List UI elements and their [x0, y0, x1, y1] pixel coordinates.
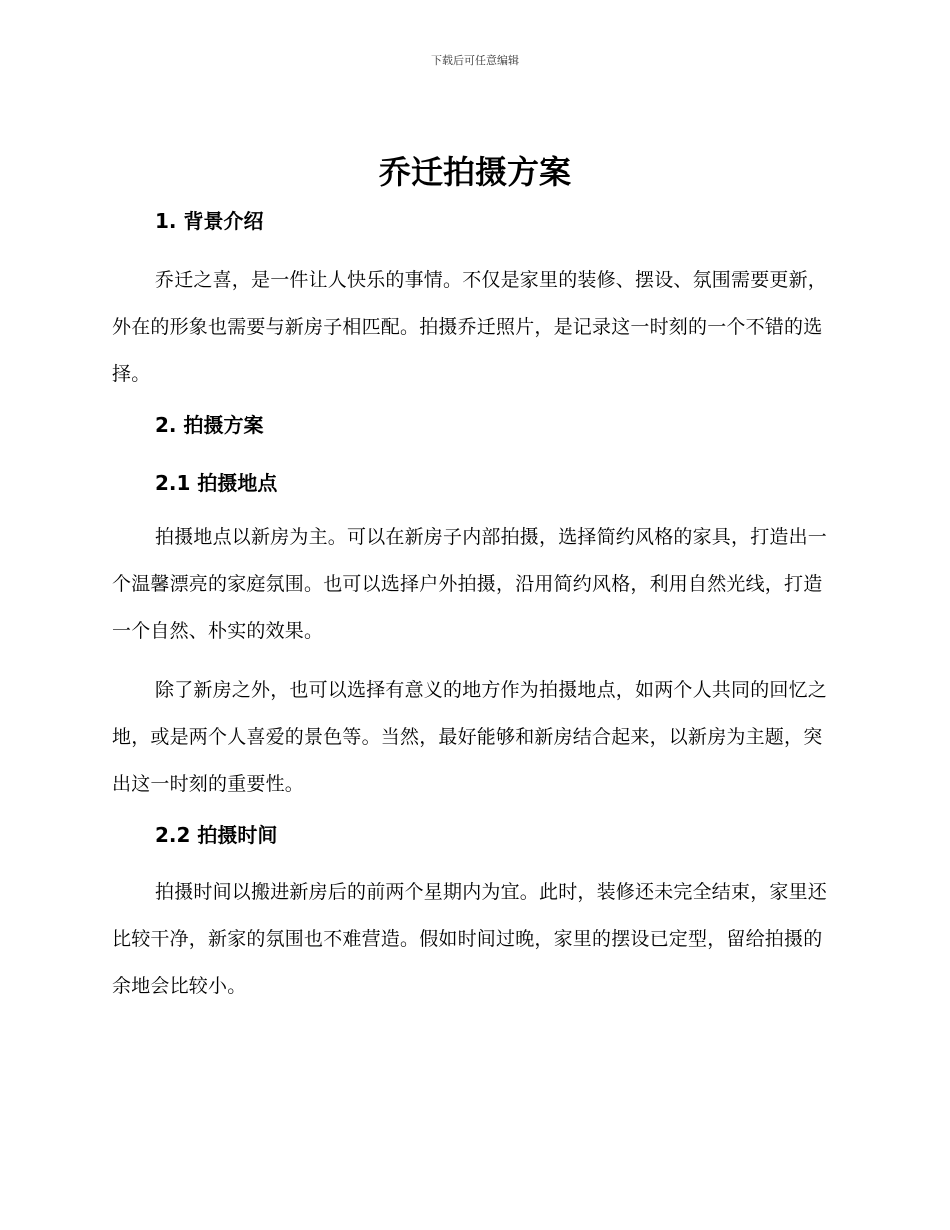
paragraph-location-1: 拍摄地点以新房为主。可以在新房子内部拍摄，选择简约风格的家具，打造出一个温馨漂亮的家庭氛围。也可以选择户外拍摄，沿用简约风格，利用自然光线，打造一个自然、朴实的效果。 — [112, 526, 828, 642]
subsection-heading-time: 2.2 拍摄时间 — [155, 823, 278, 847]
paragraph-background: 乔迁之喜，是一件让人快乐的事情。不仅是家里的装修、摆设、氛围需要更新，外在的形象也需要与新房子相匹配。拍摄乔迁照片，是记录这一时刻的一个不错的选择。 — [112, 269, 828, 385]
document-title: 乔迁拍摄方案 — [378, 153, 571, 191]
section-heading-plan: 2. 拍摄方案 — [155, 413, 264, 437]
subsection-heading-location: 2.1 拍摄地点 — [155, 471, 278, 495]
page-header: 下载后可任意编辑 — [431, 54, 519, 67]
section-heading-background: 1. 背景介绍 — [155, 209, 264, 233]
paragraph-location-2: 除了新房之外，也可以选择有意义的地方作为拍摄地点，如两个人共同的回忆之地，或是两个人喜爱的景色等。当然，最好能够和新房结合起来，以新房为主题，突出这一时刻的重要性。 — [112, 679, 828, 795]
paragraph-time-1: 拍摄时间以搬进新房后的前两个星期内为宜。此时，装修还未完全结束，家里还比较干净，新家的氛围也不难营造。假如时间过晚，家里的摆设已定型，留给拍摄的余地会比较小。 — [112, 881, 828, 997]
